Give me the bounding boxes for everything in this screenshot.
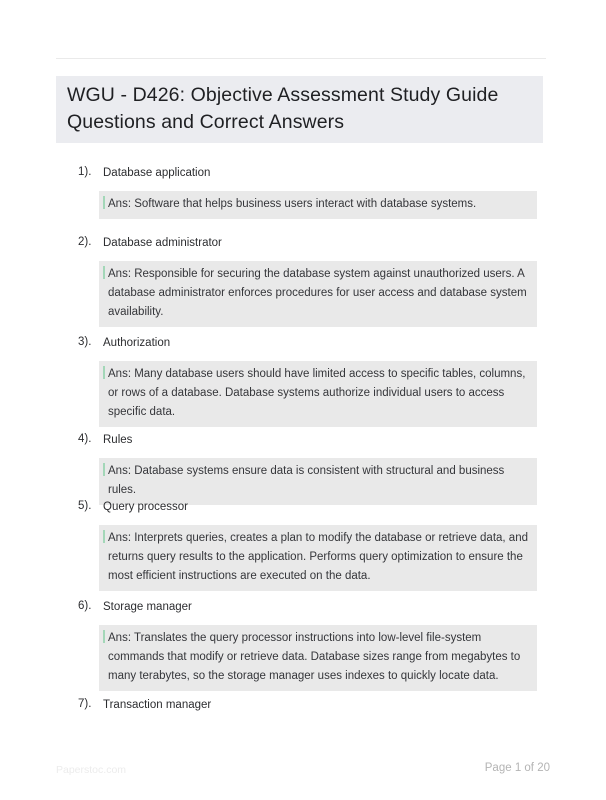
qa-answer-text: Ans: Database systems ensure data is consistent with structural and business rules.: [108, 465, 505, 496]
qa-number: 4).: [78, 433, 92, 445]
answer-accent-mark: [103, 366, 105, 379]
qa-answer-text: Ans: Many database users should have limited access to specific tables, columns, or rows of a database. Database systems authorize individual users to access specific data.: [108, 368, 526, 418]
qa-answer-text: Ans: Responsible for securing the database system against unauthorized users. A database administrator enforces procedures for user access and database system availability.: [108, 268, 527, 318]
qa-term: Database administrator: [103, 237, 222, 249]
answer-accent-mark: [103, 630, 105, 643]
answer-accent-mark: [103, 266, 105, 279]
qa-number: 7).: [78, 698, 92, 710]
qa-number: 3).: [78, 336, 92, 348]
qa-answer-box: [99, 361, 537, 427]
qa-number: 2).: [78, 236, 92, 248]
qa-term: Transaction manager: [103, 699, 212, 711]
header-divider-line: [56, 58, 546, 59]
qa-answer-box: [99, 525, 537, 591]
answer-accent-mark: [103, 463, 105, 476]
answer-accent-mark: [103, 530, 105, 543]
qa-answer-text: Ans: Translates the query processor instructions into low-level file-system commands that modify or retrieve data. Database sizes range from megabytes to many terabytes, so the storage manager uses indexes to quickly locate data.: [108, 632, 521, 682]
qa-term: Query processor: [103, 501, 189, 513]
qa-number: 6).: [78, 600, 92, 612]
qa-number: 5).: [78, 500, 92, 512]
qa-answer-text: Ans: Software that helps business users interact with database systems.: [108, 198, 477, 210]
page-number: Page 1 of 20: [484, 762, 550, 774]
answer-accent-mark: [103, 196, 105, 209]
qa-answer-text: Ans: Interprets queries, creates a plan to modify the database or retrieve data, and returns query results to the application. Performs query optimization to ensure the most efficient instructions are executed on the data.: [108, 532, 528, 582]
watermark: Paperstoc.com: [56, 764, 127, 776]
qa-term: Authorization: [103, 337, 171, 349]
qa-term: Rules: [103, 434, 133, 446]
qa-term: Database application: [103, 167, 211, 179]
qa-answer-box: [99, 458, 537, 505]
qa-number: 1).: [78, 166, 92, 178]
qa-answer-box: [99, 261, 537, 327]
qa-answer-box: [99, 191, 537, 219]
qa-answer-box: [99, 625, 537, 691]
qa-term: Storage manager: [103, 601, 192, 613]
page-title: WGU - D426: Objective Assessment Study Guide Questions and Correct Answers: [56, 76, 543, 143]
